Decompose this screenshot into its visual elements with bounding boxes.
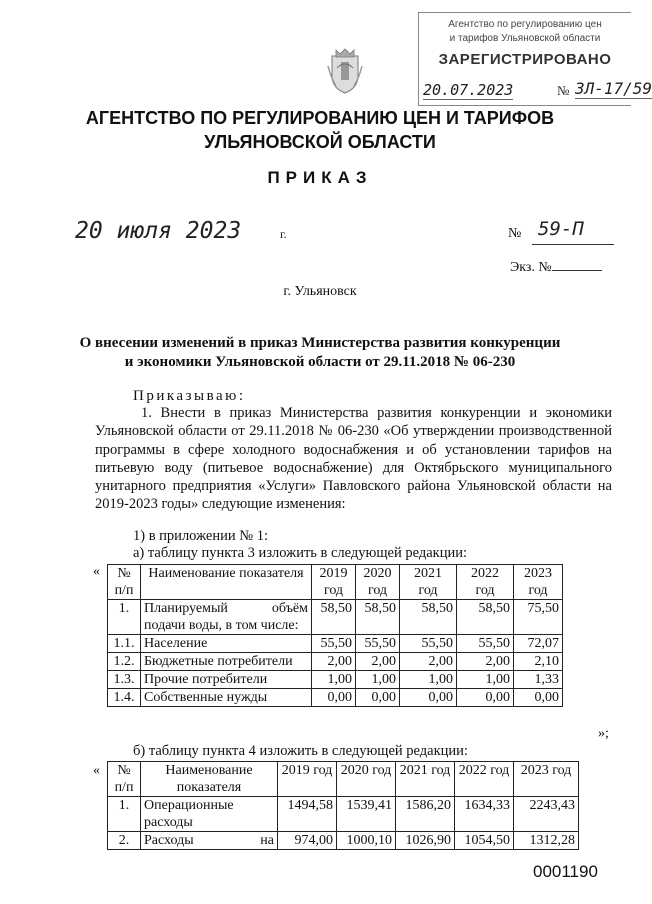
row-value: 1054,50 — [455, 832, 514, 850]
row-value: 72,07 — [514, 635, 563, 653]
header-no: № п/п — [108, 565, 141, 600]
paragraph-1-text: 1. Внести в приказ Министерства развития конкуренции и экономики Ульяновской области от 29.11.2018 № 06-230 «Об утверждении производственной программы в сфере холодного водоснабжения и об установлении тарифов на питьевую воду (питьевое водоснабжение) для Октябрьского муниципального унитарного предприятия «Услуги» Павловского района Ульяновской области на 2019-2023 годы» следующие изменения: — [95, 405, 612, 513]
row-name: Население — [141, 635, 312, 653]
registration-stamp — [418, 12, 652, 106]
paragraph-1 — [95, 404, 612, 514]
row-no: 1.1. — [108, 635, 141, 653]
row-name: Собственные нужды — [141, 689, 312, 707]
row-no: 2. — [108, 832, 141, 850]
header-2019: 2019 год — [312, 565, 356, 600]
row-no: 1.4. — [108, 689, 141, 707]
row-value: 2,00 — [400, 653, 457, 671]
header-2022: 2022 год — [455, 762, 514, 797]
row-value: 1539,41 — [337, 797, 396, 832]
order-number: 59-П — [538, 218, 584, 240]
row-value: 1026,90 — [396, 832, 455, 850]
table-1 — [107, 564, 563, 707]
row-value: 1,00 — [457, 671, 514, 689]
copy-blank — [552, 258, 602, 271]
row-value: 974,00 — [278, 832, 337, 850]
copy-label: Экз. № — [510, 260, 552, 275]
agency-name — [0, 106, 640, 154]
table-row — [108, 600, 563, 635]
stamp-line-2: и тарифов Ульяновской области — [449, 33, 601, 44]
header-name: Наименование показателя — [141, 762, 278, 797]
row-no: 1.3. — [108, 671, 141, 689]
order-year-suffix: г. — [280, 227, 287, 241]
order-number-label: № — [508, 226, 522, 241]
row-value: 2243,43 — [514, 797, 579, 832]
row-name: Прочие потребители — [141, 671, 312, 689]
row-value: 1634,33 — [455, 797, 514, 832]
row-name: Планируемый объём подачи воды, в том числе: — [141, 600, 312, 635]
header-2023: 2023 год — [514, 762, 579, 797]
subject-line-1: О внесении изменений в приказ Министерства развития конкуренции — [79, 335, 561, 351]
row-value: 0,00 — [514, 689, 563, 707]
header-name: Наименование показателя — [141, 565, 312, 600]
row-value: 58,50 — [356, 600, 400, 635]
row-value: 1,00 — [312, 671, 356, 689]
header-2022: 2022 год — [457, 565, 514, 600]
table1-close-quote: »; — [598, 726, 609, 741]
subitem-1: 1) в приложении № 1: — [133, 528, 268, 544]
table2-open-quote: « — [93, 763, 100, 778]
row-value: 0,00 — [457, 689, 514, 707]
table-row — [108, 832, 579, 850]
row-value: 2,00 — [312, 653, 356, 671]
row-value: 2,10 — [514, 653, 563, 671]
row-name: Операционные расходы — [141, 797, 278, 832]
table-row — [108, 797, 579, 832]
table-2 — [107, 761, 579, 850]
row-value: 1,00 — [356, 671, 400, 689]
table-row — [108, 689, 563, 707]
subitem-b: б) таблицу пункта 4 изложить в следующей редакции: — [133, 743, 468, 759]
table-row — [108, 671, 563, 689]
document-serial-number: 0001190 — [533, 862, 598, 881]
row-value: 58,50 — [400, 600, 457, 635]
row-value: 1494,58 — [278, 797, 337, 832]
row-value: 55,50 — [356, 635, 400, 653]
row-value: 2,00 — [457, 653, 514, 671]
subitem-a: а) таблицу пункта 3 изложить в следующей редакции: — [133, 545, 468, 561]
agency-line-2: УЛЬЯНОВСКОЙ ОБЛАСТИ — [204, 132, 436, 152]
table-2-header — [108, 762, 579, 797]
stamp-number: ЗЛ-17/59 — [575, 79, 652, 98]
header-2020: 2020 год — [337, 762, 396, 797]
order-word: Приказываю: — [133, 388, 246, 404]
header-2019: 2019 год — [278, 762, 337, 797]
order-date: 20 июля 2023 — [75, 218, 242, 244]
row-value: 58,50 — [312, 600, 356, 635]
row-name: Бюджетные потребители — [141, 653, 312, 671]
city: г. Ульяновск — [283, 284, 357, 299]
row-value: 75,50 — [514, 600, 563, 635]
stamp-date: 20.07.2023 — [423, 81, 514, 99]
table-1-header — [108, 565, 563, 600]
header-2021: 2021 год — [396, 762, 455, 797]
subject-line-2: и экономики Ульяновской области от 29.11.2018 № 06-230 — [124, 354, 516, 370]
copy-number — [510, 258, 602, 276]
row-value: 1312,28 — [514, 832, 579, 850]
header-2020: 2020 год — [356, 565, 400, 600]
stamp-line-1: Агентство по регулированию цен — [448, 19, 602, 30]
row-no: 1. — [108, 600, 141, 635]
row-no: 1. — [108, 797, 141, 832]
order-number-underline — [532, 244, 614, 245]
row-value: 58,50 — [457, 600, 514, 635]
row-value: 55,50 — [457, 635, 514, 653]
row-value: 1,00 — [400, 671, 457, 689]
order-subject — [0, 334, 640, 372]
coat-of-arms-icon — [328, 48, 362, 94]
stamp-registered: ЗАРЕГИСТРИРОВАНО — [438, 51, 612, 68]
row-name: Расходы на — [141, 832, 278, 850]
row-value: 0,00 — [356, 689, 400, 707]
row-value: 2,00 — [356, 653, 400, 671]
table1-open-quote: « — [93, 564, 100, 579]
row-value: 1586,20 — [396, 797, 455, 832]
row-no: 1.2. — [108, 653, 141, 671]
row-value: 1,33 — [514, 671, 563, 689]
header-no: № п/п — [108, 762, 141, 797]
agency-line-1: АГЕНТСТВО ПО РЕГУЛИРОВАНИЮ ЦЕН И ТАРИФОВ — [85, 108, 555, 128]
row-value: 55,50 — [400, 635, 457, 653]
header-2023: 2023 год — [514, 565, 563, 600]
row-value: 55,50 — [312, 635, 356, 653]
row-value: 1000,10 — [337, 832, 396, 850]
row-value: 0,00 — [312, 689, 356, 707]
document-title: ПРИКАЗ — [267, 168, 373, 187]
stamp-no-label: № — [557, 83, 570, 98]
header-2021: 2021 год — [400, 565, 457, 600]
table-row — [108, 635, 563, 653]
row-value: 0,00 — [400, 689, 457, 707]
table-row — [108, 653, 563, 671]
